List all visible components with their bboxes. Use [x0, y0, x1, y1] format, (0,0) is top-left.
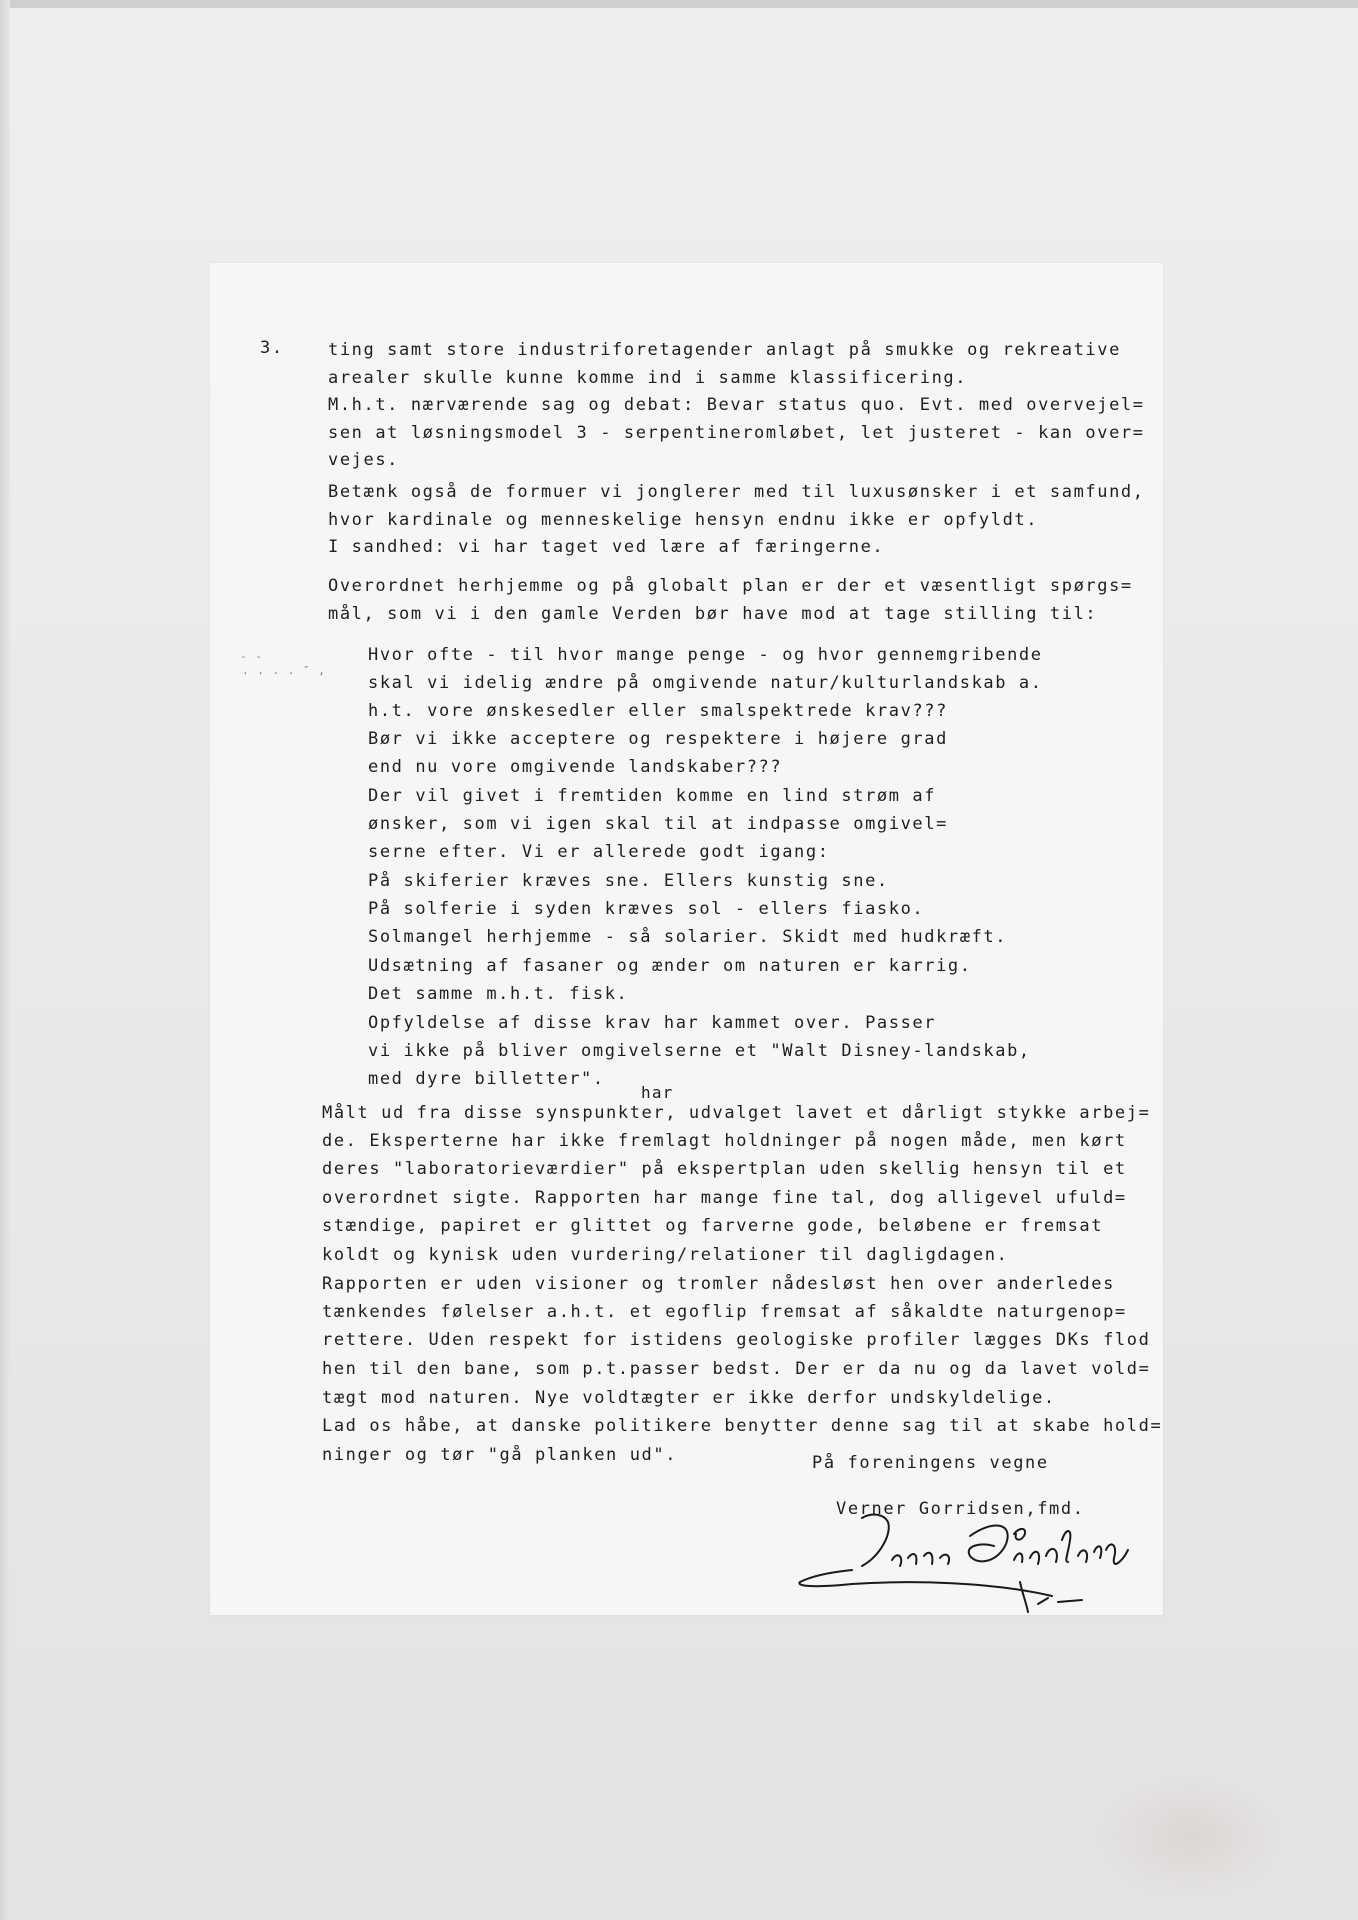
- margin-marks: - -: [240, 650, 263, 663]
- indent-line-4: Bør vi ikke acceptere og respektere i højere grad: [368, 729, 948, 749]
- p1-line-3: M.h.t. nærværende sag og debat: Bevar status quo. Evt. med overvejel=: [328, 395, 1145, 415]
- indent-line-1: Hvor ofte - til hvor mange penge - og hvor gennemgribende: [368, 645, 1043, 665]
- indent-line-8: serne efter. Vi er allerede godt igang:: [368, 842, 830, 862]
- p3-line-7: Rapporten er uden visioner og tromler nådesløst hen over anderledes: [322, 1274, 1115, 1294]
- indent-line-6: Der vil givet i fremtiden komme en lind strøm af: [368, 786, 937, 806]
- p3-line-3: deres "laboratorieværdier" på ekspertplan uden skellig hensyn til et: [322, 1159, 1127, 1179]
- indent-line-15: vi ikke på bliver omgivelserne et "Walt Disney-landskab,: [368, 1041, 1031, 1061]
- p1-line-2: arealer skulle kunne komme ind i samme klassificering.: [328, 368, 968, 388]
- indent-line-7: ønsker, som vi igen skal til at indpasse omgivel=: [368, 814, 948, 834]
- indent-line-16: med dyre billetter".: [368, 1069, 605, 1089]
- paper-stain: [1090, 1770, 1290, 1900]
- margin-marks-2: . . . . ″ ,: [242, 664, 326, 677]
- top-edge-shadow: [0, 0, 1358, 8]
- p3-line-2: de. Eksperterne har ikke fremlagt holdninger på nogen måde, men kørt: [322, 1131, 1127, 1151]
- p1-line-8: I sandhed: vi har taget ved lære af færingerne.: [328, 537, 885, 557]
- inserted-word: har: [641, 1083, 674, 1102]
- p3-line-10: hen til den bane, som p.t.passer bedst. Der er da nu og da lavet vold=: [322, 1359, 1151, 1379]
- indent-line-14: Opfyldelse af disse krav har kammet over. Passer: [368, 1013, 937, 1033]
- p3-line-4: overordnet sigte. Rapporten har mange fine tal, dog alligevel ufuld=: [322, 1188, 1127, 1208]
- p3-line-5: stændige, papiret er glittet og farverne gode, beløbene er fremsat: [322, 1216, 1104, 1236]
- left-edge-shadow: [0, 0, 10, 1920]
- indent-line-10: På solferie i syden kræves sol - ellers fiasko.: [368, 899, 925, 919]
- p1-line-1: ting samt store industriforetagender anlagt på smukke og rekreative: [328, 340, 1121, 360]
- indent-line-2: skal vi idelig ændre på omgivende natur/kulturlandskab a.: [368, 673, 1043, 693]
- p3-line-11: tægt mod naturen. Nye voldtægter er ikke derfor undskyldelige.: [322, 1388, 1056, 1408]
- indent-line-11: Solmangel herhjemme - så solarier. Skidt med hudkræft.: [368, 927, 1008, 947]
- p3-line-8: tænkendes følelser a.h.t. et egoflip fremsat af såkaldte naturgenop=: [322, 1302, 1127, 1322]
- p2-line-1: Overordnet herhjemme og på globalt plan er der et væsentligt spørgs=: [328, 576, 1133, 596]
- signatory-line: Verner Gorridsen,fmd.: [836, 1499, 1085, 1519]
- p2-line-2: mål, som vi i den gamle Verden bør have mod at tage stilling til:: [328, 604, 1098, 624]
- indent-line-5: end nu vore omgivende landskaber???: [368, 757, 783, 777]
- indent-line-3: h.t. vore ønskesedler eller smalspektrede krav???: [368, 701, 948, 721]
- p3-line-6: koldt og kynisk uden vurdering/relationer til dagligdagen.: [322, 1245, 1009, 1265]
- indent-line-13: Det samme m.h.t. fisk.: [368, 984, 629, 1004]
- p3-line-9: rettere. Uden respekt for istidens geologiske profiler lægges DKs flod: [322, 1330, 1151, 1350]
- handwritten-signature: [792, 1500, 1142, 1620]
- closing-line: På foreningens vegne: [812, 1453, 1049, 1473]
- p3-line-1: Målt ud fra disse synspunkter, udvalget lavet et dårligt stykke arbej=: [322, 1103, 1151, 1123]
- p3-line-12: Lad os håbe, at danske politikere benytter denne sag til at skabe hold=: [322, 1416, 1163, 1436]
- page-number: 3.: [260, 338, 284, 358]
- indent-line-9: På skiferier kræves sne. Ellers kunstig sne.: [368, 871, 889, 891]
- p1-line-6: Betænk også de formuer vi jonglerer med til luxusønsker i et samfund,: [328, 482, 1145, 502]
- p1-line-5: vejes.: [328, 450, 400, 470]
- indent-line-12: Udsætning af fasaner og ænder om naturen er karrig.: [368, 956, 972, 976]
- p1-line-7: hvor kardinale og menneskelige hensyn endnu ikke er opfyldt.: [328, 510, 1039, 530]
- p3-line-13: ninger og tør "gå planken ud".: [322, 1445, 678, 1465]
- p1-line-4: sen at løsningsmodel 3 - serpentineromløbet, let justeret - kan over=: [328, 423, 1145, 443]
